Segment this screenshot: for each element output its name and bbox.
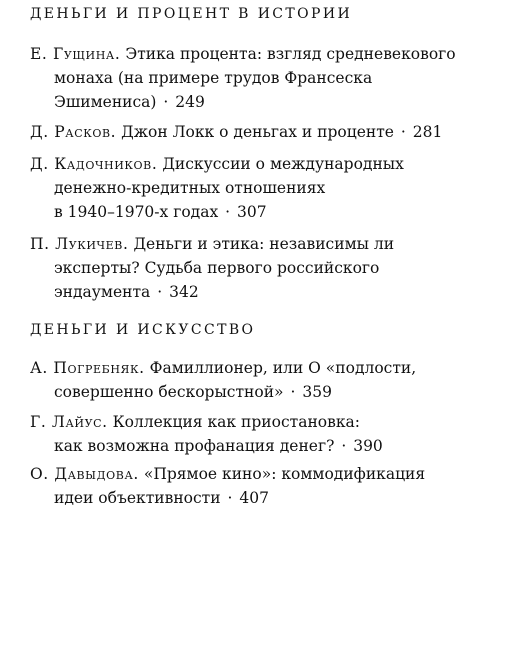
entry-line [30, 486, 500, 510]
entry-author: Е. Гущина. [30, 45, 121, 63]
toc-entry [30, 462, 500, 510]
entry-line [30, 232, 500, 256]
entry-page-number: 342 [169, 283, 199, 301]
entry-author: П. Лукичев. [30, 235, 129, 253]
entry-page-number: 249 [175, 93, 205, 111]
entry-line [30, 256, 500, 280]
entry-title-text: Джон Локк о деньгах и проценте [121, 123, 394, 141]
entry-title-text: Фамиллионер, или О «подлости, [149, 359, 417, 377]
entry-title-text: Дискуссии о международных [162, 155, 404, 173]
entry-line [30, 42, 500, 66]
entry-title-text: совершенно бескорыстной» [54, 383, 284, 401]
entry-title-text: как возможна профанация денег? [54, 437, 335, 455]
entry-line [30, 410, 500, 434]
page-separator: · [227, 489, 233, 507]
entry-line [30, 120, 500, 144]
entry-title-text: Эшимениса) [54, 93, 157, 111]
entry-page-number: 359 [302, 383, 332, 401]
entry-title-text: денежно-кредитных отношениях [54, 179, 326, 197]
toc-entry [30, 152, 500, 224]
entry-title-text: эндаумента [54, 283, 151, 301]
entry-page-number: 407 [239, 489, 269, 507]
entry-author: А. Погребняк. [30, 359, 145, 377]
entry-line [30, 200, 500, 224]
entry-title-text: монаха (на примере трудов Франсеска [54, 69, 373, 87]
entry-title-text: идеи объективности [54, 489, 221, 507]
entry-author: Г. Лайус. [30, 413, 108, 431]
entry-page-number: 281 [412, 123, 443, 141]
entry-line [30, 152, 500, 176]
page-separator: · [290, 383, 296, 401]
entry-title-text: в 1940–1970-х годах [54, 203, 219, 221]
entry-title-text: «Прямое кино»: коммодификация [143, 465, 426, 483]
entry-title-text: Коллекция как приостановка: [112, 413, 360, 431]
page-separator: · [400, 123, 406, 141]
entry-title-text: Этика процента: взгляд средневекового [125, 45, 456, 63]
entry-line [30, 356, 500, 380]
toc-entry [30, 356, 500, 404]
entry-author: Д. Расков. [30, 123, 117, 141]
entry-line [30, 90, 500, 114]
entry-title-text: эксперты? Судьба первого российского [54, 259, 380, 277]
entry-page-number: 307 [237, 203, 267, 221]
page-separator: · [341, 437, 347, 455]
entry-line [30, 66, 500, 90]
entry-page-number: 390 [353, 437, 383, 455]
entry-title-text: Деньги и этика: независимы ли [133, 235, 395, 253]
toc-entry [30, 120, 500, 144]
page-separator: · [163, 93, 169, 111]
entry-line [30, 176, 500, 200]
entry-line [30, 434, 500, 458]
toc-entry [30, 42, 500, 114]
entry-author: Д. Кадочников. [30, 155, 158, 173]
entry-line [30, 380, 500, 404]
toc-entry [30, 232, 500, 304]
section-title: ДЕНЬГИ И ПРОЦЕНТ В ИСТОРИИ [30, 6, 353, 22]
entry-line [30, 462, 500, 486]
entry-line [30, 280, 500, 304]
section-title: ДЕНЬГИ И ИСКУССТВО [30, 322, 256, 338]
page-separator: · [225, 203, 231, 221]
entry-author: О. Давыдова. [30, 465, 139, 483]
page-separator: · [157, 283, 163, 301]
toc-entry [30, 410, 500, 458]
